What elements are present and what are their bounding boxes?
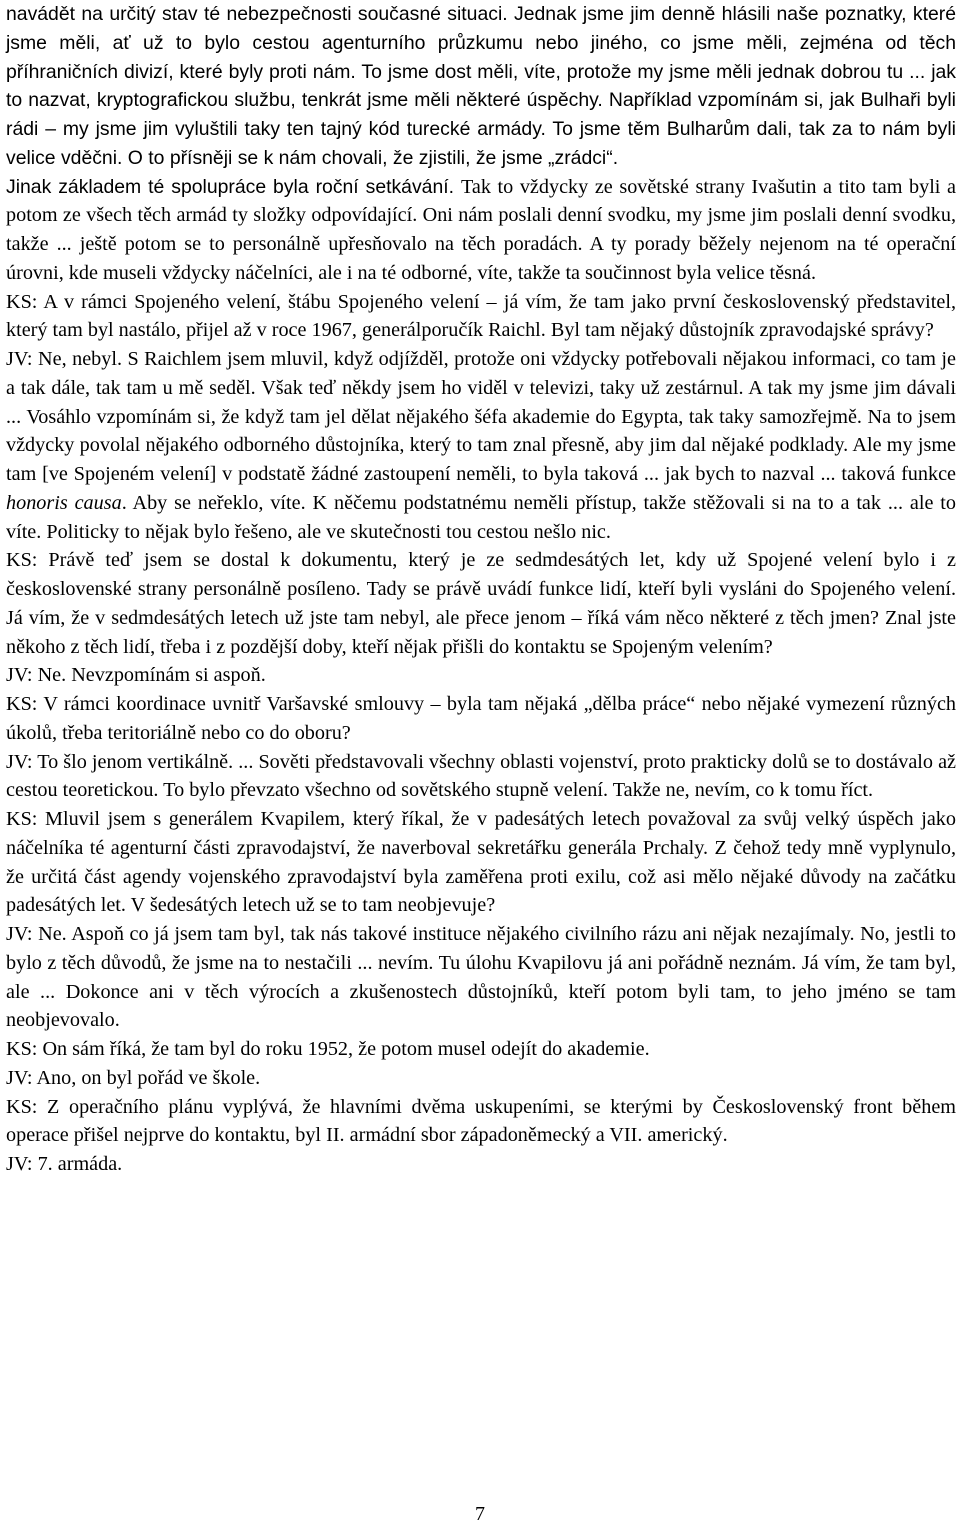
paragraph-text: Jinak základem té spolupráce byla roční setkávání. [6, 175, 461, 198]
page-number: 7 [475, 1503, 485, 1525]
paragraph-ks-question [6, 1093, 956, 1151]
paragraph-jv-answer [6, 1150, 956, 1179]
paragraph-text: KS: Právě teď jsem se dostal k dokumentu, který je ze sedmdesátých let, kdy už Spojené velení bylo i z československé strany personálně posíleno. Tady se právě uvádí funkce lidí, kteří byli vysláni do Spojeného velení. Já vím, že v sedmdesátých letech už jste tam nebyl, ale přece jenom – říká vám něco některé z těch jmen? Znal jste někoho z těch lidí, třeba i z pozdější doby, kteří nějak přišli do kontaktu se Spojeným velením? [6, 549, 956, 658]
paragraph-text: navádět na určitý stav té nebezpečnosti současné situaci. Jednak jsme jim denně hlásili naše poznatky, které jsme měli, ať už to bylo cestou agenturního průzkumu nebo jiného, co jsme měli, zejména od těch příhraničních divizí, které byly proti nám. [6, 3, 956, 83]
paragraph-ks-question [6, 805, 956, 920]
paragraph-ks-question [6, 690, 956, 748]
paragraph-text: JV: Ne. Nevzpomínám si aspoň. [6, 664, 266, 687]
paragraph-text: JV: 7. armáda. [6, 1153, 123, 1175]
paragraph-jv-answer [6, 661, 956, 690]
paragraph-jv-answer [6, 345, 956, 546]
paragraph-text: JV: Ne. Aspoň co já jsem tam byl, tak nás takové instituce nějakého civilního rázu ani nějak nezajímaly. No, jestli to bylo z těch důvodů, že jsme na to nestačili ... nevím. Tu úlohu Kvapilovu já ani pořádně neznám. Já vím, že tam byl, ale ... Dokonce ani v těch výrocích a zkušenostech důstojníků, kteří potom byli tam, to jeho jméno se tam neobjevovalo. [6, 923, 956, 1032]
paragraph-text: KS: V rámci koordinace uvnitř Varšavské smlouvy – byla tam nějaká „dělba práce“ nebo nějaké vymezení různých úkolů, třeba teritoriálně nebo co do oboru? [6, 693, 956, 744]
paragraph-text: KS: Z operačního plánu vyplývá, že hlavními dvěma uskupeními, se kterými by Československý front během operace přišel nejprve do kontaktu, byl II. armádní sbor západoněmecký a VII. americký. [6, 1095, 956, 1147]
paragraph-italic-text: honoris causa [6, 491, 122, 514]
paragraph-ks-question [6, 288, 956, 346]
paragraph-text: . Aby se neřeklo, víte. K něčemu podstatnému neměli přístup, takže stěžovali si na to a tak ... ale to víte. Politicky to nějak bylo řešeno, ale ve skutečnosti tou cestou nešlo nic. [6, 491, 956, 543]
paragraph-text: JV: Ano, on byl pořád ve škole. [6, 1066, 261, 1089]
paragraph-text: KS: Mluvil jsem s generálem Kvapilem, který říkal, že v padesátých letech považoval za svůj velký úspěch jako náčelníka té agenturní části zpravodajství, že naverboval sekretářku generála Prchaly. Z čehož tedy mně vyplynulo, že určitá část agendy vojenského zpravodajství byla zaměřena proti exilu, což asi mělo nějaké důvody na začátku padesátých let. V šedesátých letech už se to tam neobjevuje? [6, 808, 956, 917]
paragraph [6, 0, 956, 173]
paragraph-text: KS: A v rámci Spojeného velení, štábu Spojeného velení – já vím, že tam jako první československý představitel, který tam byl nastálo, přijel až v roce 1967, generálporučík Raichl. Byl tam nějaký důstojník zpravodajské správy? [6, 290, 956, 342]
paragraph [6, 173, 956, 288]
paragraph-text: To jsme dost měli, víte, protože my jsme měli jednak dobrou tu ... jak to nazvat, kryptografickou službu, tenkrát jsme měli některé úspěchy. Například vzpomínám si, jak Bulhaři byli rádi – my jsme jim vyluštili taky ten tajný kód turecké armády. To jsme těm Bulharům dali, tak za to nám byli velice vděčni. O to přísněji se k nám chovali, že zjistili, že jsme „zrádci“. [6, 60, 956, 169]
paragraph-text: KS: On sám říká, že tam byl do roku 1952, že potom musel odejít do akademie. [6, 1038, 650, 1060]
paragraph-text: JV: To šlo jenom vertikálně. ... Sověti představovali všechny oblasti vojenství, proto prakticky dolů se to dostávalo až cestou teoretickou. To bylo převzato všechno od sovětského stupně velení. Takže ne, nevím, co k tomu říct. [6, 750, 956, 802]
paragraph-jv-answer [6, 1064, 956, 1093]
paragraph-text: JV: Ne, nebyl. S Raichlem jsem mluvil, když odjížděl, protože oni vždycky potřebovali nějakou informaci, co tam je a tak dále, tak tam u mě seděl. Však teď někdy jsem ho viděl v televizi, taky už zestárnul. A tak my jsme jim dávali ... Vosáhlo vzpomínám si, že když tam jel dělat nějakého šéfa akademie do Egypta, tak taky samozřejmě. Na to jsem vždycky povolal nějakého odborného důstojníka, který to tam znal přesně, aby jim dal nějaké podklady. Ale my jsme tam [ve Spojeném velení] v podstatě žádné zastoupení neměli, to byla taková ... jak bych to nazval ... taková funkce [6, 348, 956, 485]
paragraph-ks-question [6, 1035, 956, 1064]
paragraph-ks-question [6, 546, 956, 661]
paragraph-jv-answer [6, 748, 956, 806]
document-body [6, 0, 956, 1179]
paragraph-jv-answer [6, 920, 956, 1035]
paragraph-text: Tak to vždycky ze sovětské strany Ivašutin a tito tam byli a potom ze všech těch armád ty složky odpovídající. Oni nám poslali denní svodku, my jsme jim poslali denní svodku, takže ... ještě potom se to personálně upřesňovalo na těch poradách. A ty porady běžely nejenom na té operační úrovni, kde museli vždycky náčelníci, ale i na té odborné, víte, takže ta součinnost byla velice těsná. [6, 175, 956, 284]
